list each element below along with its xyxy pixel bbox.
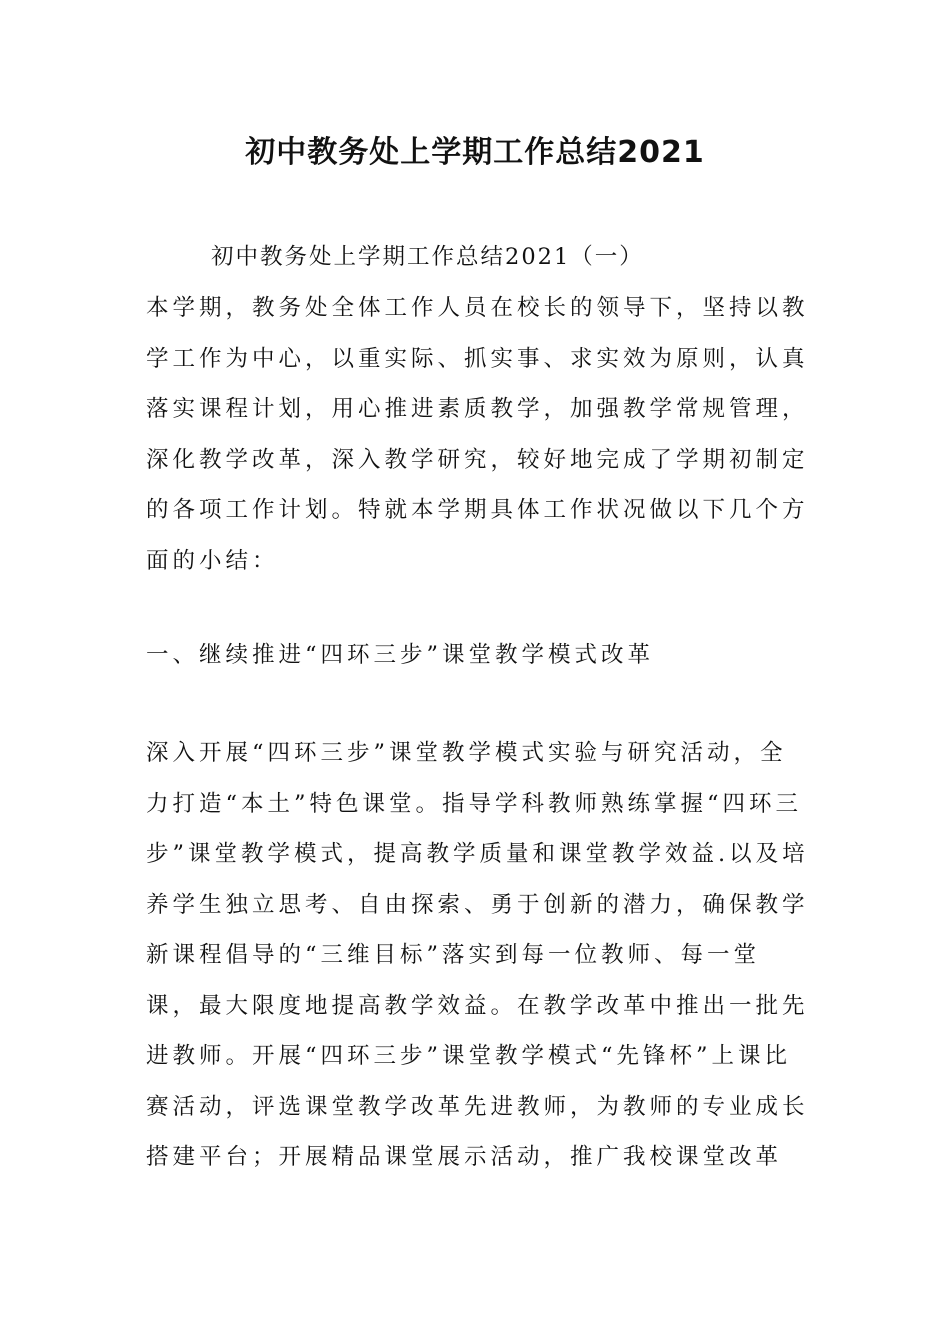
document-title: 初中教务处上学期工作总结2021 — [245, 135, 705, 170]
paragraph-section-1: 深入开展“四环三步”课堂教学模式实验与研究活动，全力打造“本土”特色课堂。指导学科教师熟练掌握“四环三步”课堂教学模式，提高教学质量和课堂教学效益.以及培养学生独立思考、自由探索、勇于创新的潜力，确保教学新课程倡导的“三维目标”落实到每一位教师、每一堂课，最大限度地提高教学效益。在教学改革中推出一批先进教师。开展“四环三步”课堂教学模式“先锋杯”上课比赛活动，评选课堂教学改革先进教师，为教师的专业成长搭建平台；开展精品课堂展示活动，推广我校课堂改革 — [146, 740, 809, 1170]
document-subtitle: 初中教务处上学期工作总结2021（一） — [211, 244, 644, 270]
paragraph-intro: 本学期，教务处全体工作人员在校长的领导下，坚持以教学工作为中心，以重实际、抓实事、求实效为原则，认真落实课程计划，用心推进素质教学，加强教学常规管理，深化教学改革，深入教学研究，较好地完成了学期初制定的各项工作计划。特就本学期具体工作状况做以下几个方面的小结： — [146, 295, 809, 574]
section-heading-1: 一、继续推进“四环三步”课堂教学模式改革 — [146, 642, 655, 668]
